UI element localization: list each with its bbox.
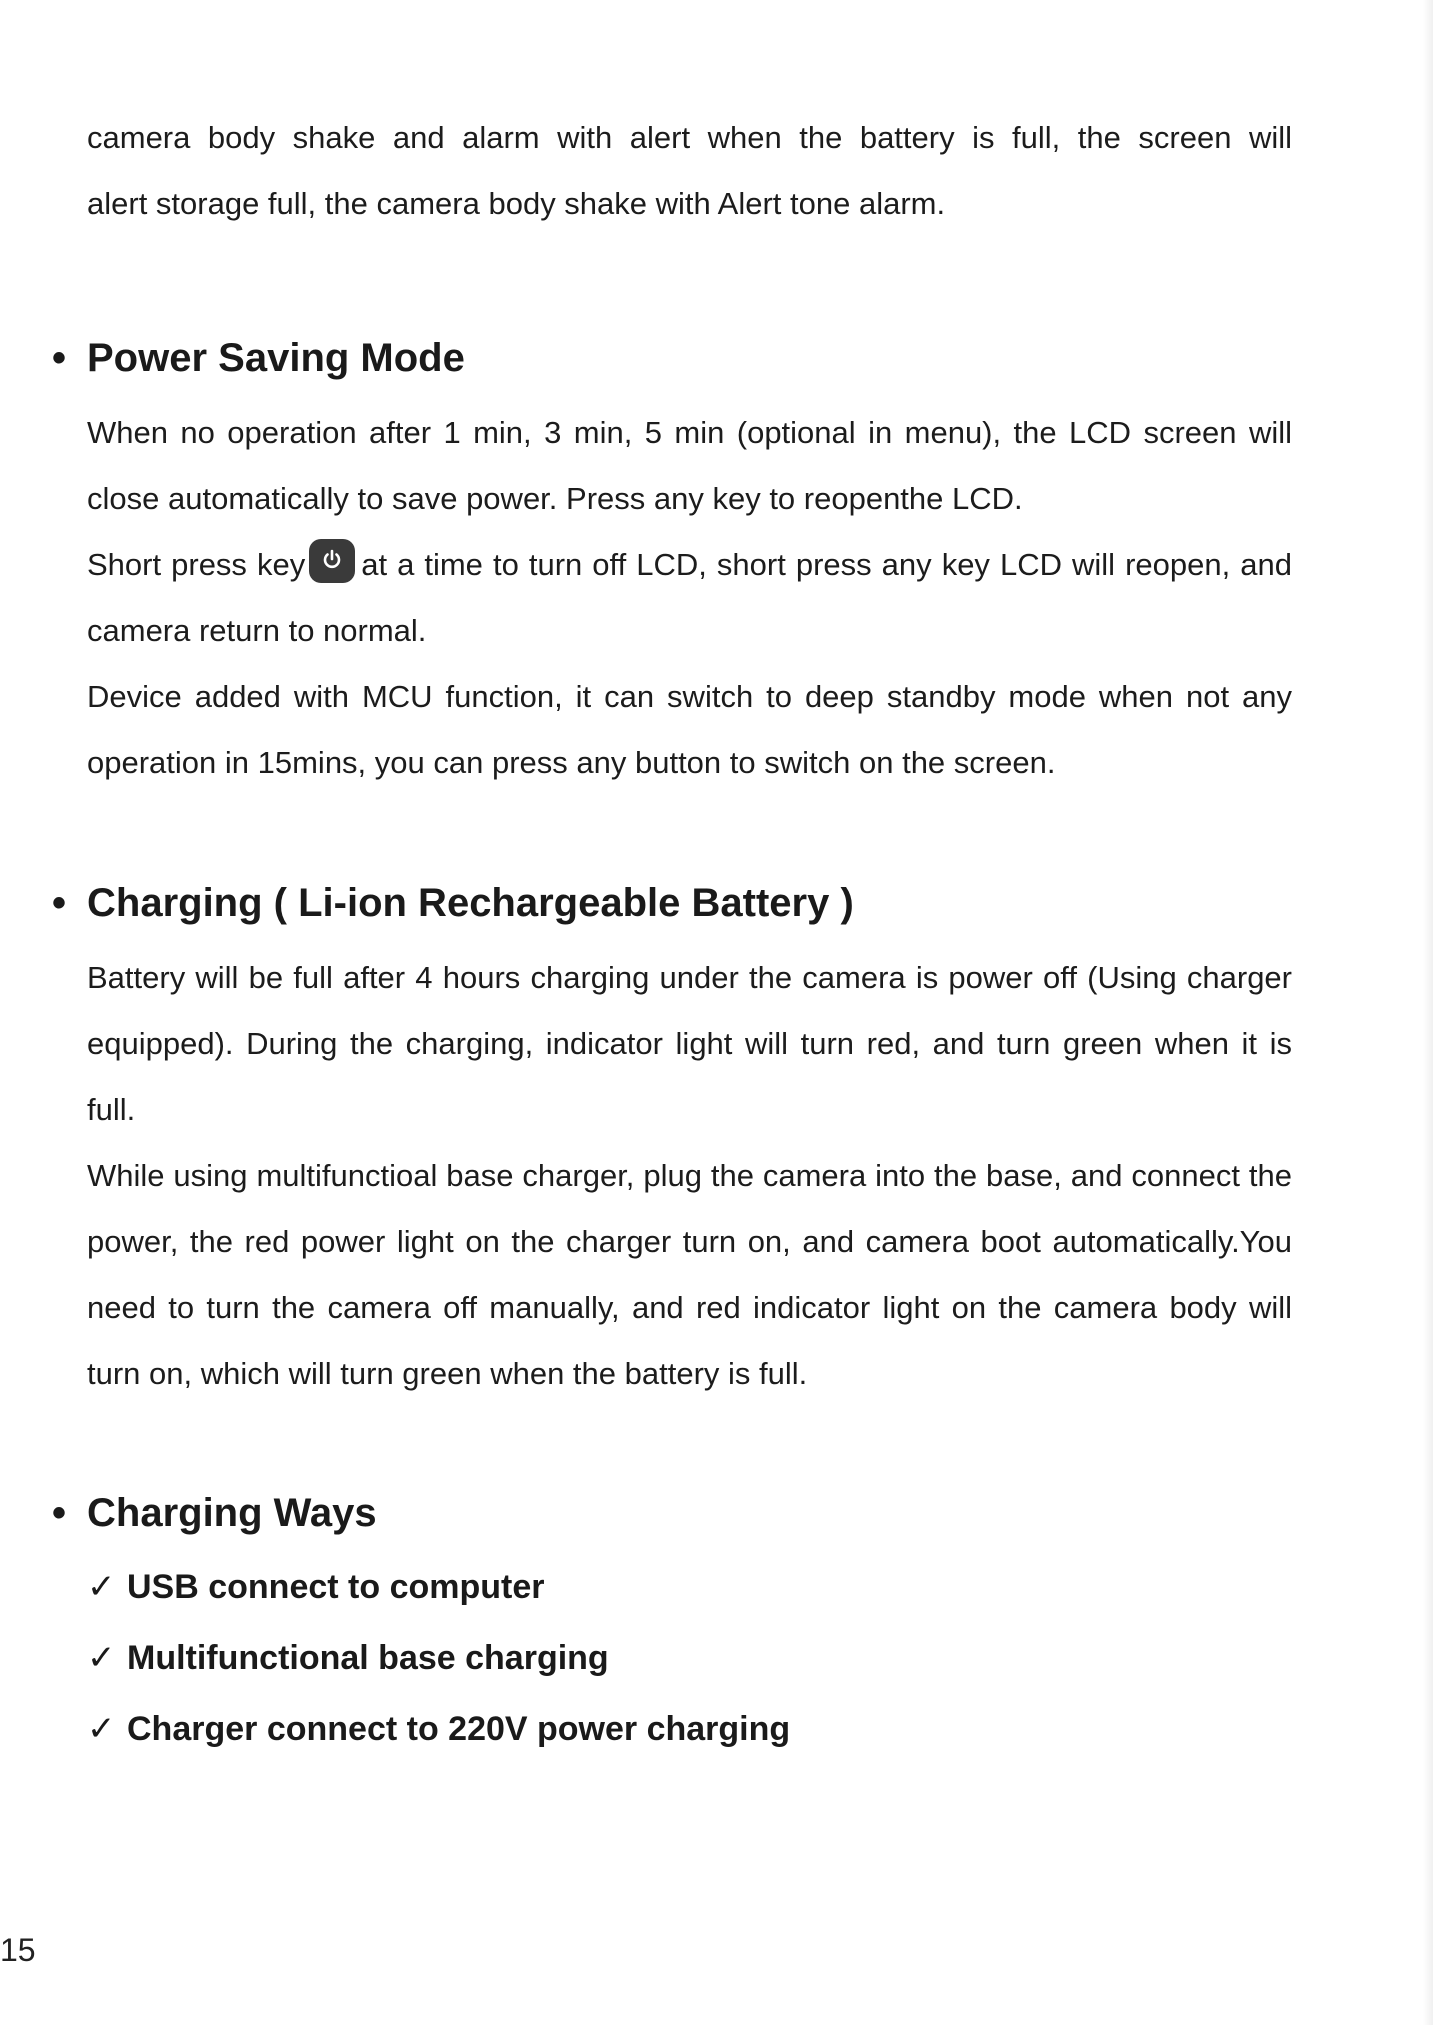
checkmark-icon: ✓: [87, 1568, 116, 1606]
power-saving-p2-after: at a time to turn off LCD, short press any key LCD will reopen, and camera return to normal.: [87, 547, 1292, 648]
power-saving-paragraph-2: [87, 532, 1292, 664]
power-saving-heading: [52, 333, 465, 383]
charging-way-item: [87, 1565, 544, 1609]
page-edge-shadow: [1423, 0, 1433, 2025]
charging-ways-title: Charging Ways: [87, 1491, 377, 1535]
intro-paragraph: [87, 105, 1292, 237]
bullet-icon: •: [52, 1491, 67, 1535]
power-saving-paragraph-3: Device added with MCU function, it can switch to deep standby mode when not any operation in 15mins, you can press any button to switch on the screen.: [87, 679, 1292, 780]
intro-line-1: camera body shake and alarm with alert when the battery is full, the screen will: [87, 120, 1292, 155]
page-number: 15: [0, 1932, 36, 1968]
charging-ways-heading: [52, 1488, 377, 1538]
power-saving-p2-before: Short press key: [87, 547, 306, 582]
charging-way-label: Multifunctional base charging: [127, 1639, 609, 1677]
power-saving-title: Power Saving Mode: [87, 336, 465, 380]
bullet-icon: •: [52, 881, 67, 925]
bullet-icon: •: [52, 336, 67, 380]
charging-way-label: Charger connect to 220V power charging: [127, 1710, 791, 1748]
charging-way-item: [87, 1636, 609, 1680]
charging-heading: [52, 878, 854, 928]
power-icon: [309, 539, 355, 583]
charging-paragraph-2: While using multifunctioal base charger, plug the camera into the base, and connect the power, the red power light on the charger turn on, and camera boot automatically.You need to turn the camera off manually, and red indicator light on the camera body will turn on, which will turn green when the battery is full.: [87, 1158, 1292, 1391]
checkmark-icon: ✓: [87, 1639, 116, 1677]
charging-title: Charging ( Li-ion Rechargeable Battery ): [87, 881, 854, 925]
charging-way-item: [87, 1707, 790, 1751]
intro-line-2: alert storage full, the camera body shake with Alert tone alarm.: [87, 186, 946, 221]
power-saving-paragraph-1: When no operation after 1 min, 3 min, 5 min (optional in menu), the LCD screen will close automatically to save power. Press any key to reopenthe LCD.: [87, 415, 1292, 516]
charging-paragraph-1: Battery will be full after 4 hours charging under the camera is power off (Using charger equipped). During the charging, indicator light will turn red, and turn green when it is full.: [87, 960, 1292, 1127]
charging-way-label: USB connect to computer: [127, 1568, 545, 1606]
checkmark-icon: ✓: [87, 1710, 116, 1748]
